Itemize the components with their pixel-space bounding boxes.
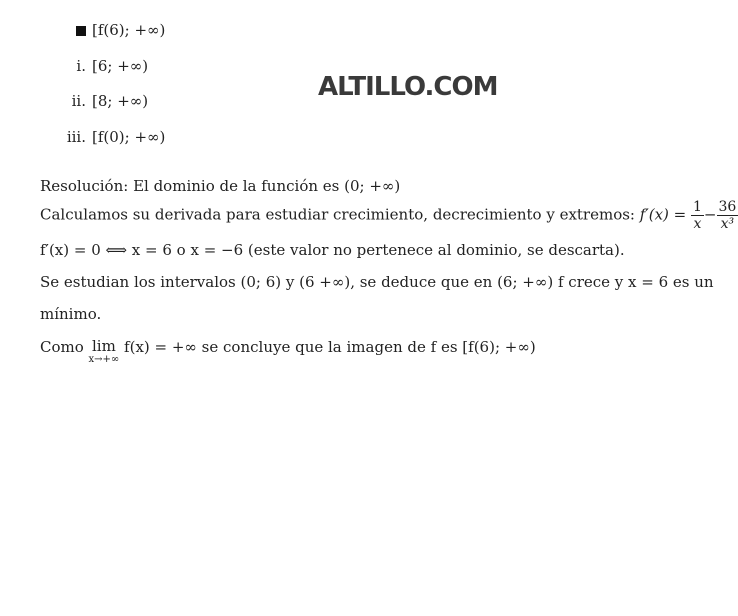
black-square-icon: [76, 26, 86, 36]
option-text: [8; +∞): [92, 92, 149, 110]
fraction-1: [691, 199, 704, 232]
option-marker: [46, 21, 86, 39]
option-iii: [46, 128, 165, 146]
minus-sign: −: [703, 205, 717, 224]
derivative-lhs: f′(x) =: [639, 205, 691, 224]
fraction-1-numerator: 1: [693, 199, 702, 215]
limit-subscript: x→+∞: [88, 354, 120, 365]
resolution-line-2: [40, 199, 738, 232]
fraction-2-numerator: 36: [718, 199, 737, 215]
limit-operator: [89, 338, 120, 366]
line6-prefix: Como: [40, 338, 89, 356]
option-marker: ii.: [71, 92, 86, 110]
option-marker: iii.: [66, 128, 86, 146]
fraction-2-denominator: x³: [720, 216, 735, 232]
option-marker: i.: [76, 57, 86, 75]
resolution-line-1: Resolución: El dominio de la función es (0; +∞): [40, 177, 401, 195]
watermark-logo: ALTILLO.COM: [318, 72, 498, 102]
line6-suffix: f(x) = +∞ se concluye que la imagen de f es [f(6); +∞): [119, 338, 536, 356]
resolution-line-5: mínimo.: [40, 305, 102, 323]
option-i: [46, 57, 148, 75]
option-ii: [46, 92, 148, 110]
resolution-line-3: f′(x) = 0 ⟺ x = 6 o x = −6 (este valor no pertenece al dominio, se descarta).: [40, 241, 625, 259]
option-text: [f(0); +∞): [92, 128, 166, 146]
resolution-line-4: Se estudian los intervalos (0; 6) y (6 +∞), se deduce que en (6; +∞) f crece y x = 6 es un: [40, 273, 714, 291]
option-selected: [46, 21, 165, 39]
option-text: [6; +∞): [92, 57, 149, 75]
fraction-2: [717, 199, 738, 232]
fraction-1-denominator: x: [693, 216, 702, 232]
resolution-line-6: [40, 338, 536, 366]
line2-text: Calculamos su derivada para estudiar crecimiento, decrecimiento y extremos:: [40, 205, 640, 224]
option-text: [f(6); +∞): [92, 21, 166, 39]
limit-word: lim: [91, 337, 116, 355]
